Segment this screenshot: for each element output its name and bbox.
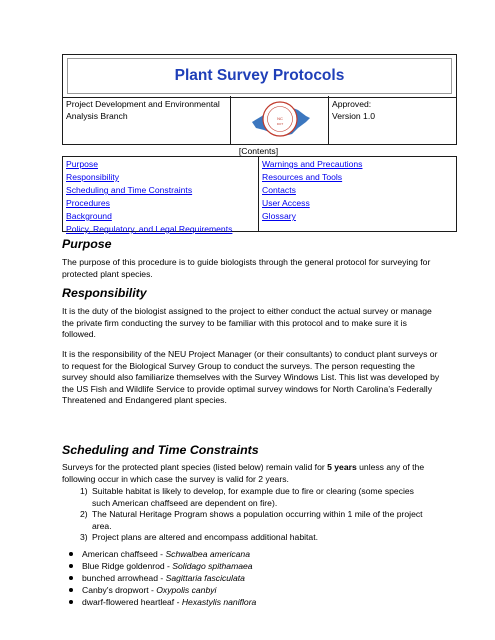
toc-link-contacts[interactable]: Contacts	[262, 185, 296, 195]
contents-label: [Contents]	[238, 146, 279, 156]
species-item: Canby's dropwort - Oxypolis canbyi	[62, 584, 442, 596]
svg-text:NC: NC	[276, 116, 283, 121]
responsibility-paragraph-1: It is the duty of the biologist assigned to the project to either conduct the actual survey or manage the private firm conducting the survey to be familiar with this protocol and to make sure it is followed.	[62, 306, 432, 339]
title-frame	[67, 58, 452, 94]
scheduling-intro: Surveys for the protected plant species (listed below) remain valid for 5 years unless any of the following occur in which case the survey is valid for 2 years.	[62, 462, 425, 484]
svg-text:DOT: DOT	[276, 122, 283, 126]
species-item: Blue Ridge goldenrod - Solidago spithamaea	[62, 560, 442, 572]
condition-item-1: 1) Suitable habitat is likely to develop, for example due to fire or clearing (some species such American chaffseed are dependent on fire).	[80, 486, 414, 508]
species-item: bunched arrowhead - Sagittaria fasciculata	[62, 572, 442, 584]
toc-link-background[interactable]: Background	[66, 211, 112, 221]
approval-status: Approved:	[332, 99, 372, 109]
version-label: Version 1.0	[332, 110, 375, 121]
species-item: dwarf-flowered heartleaf - Hexastylis naniflora	[62, 596, 442, 608]
condition-item-3: 3) Project plans are altered and encompass additional habitat.	[80, 532, 318, 542]
ncdot-seal-icon	[248, 98, 312, 142]
table-of-contents	[62, 156, 457, 232]
toc-link-scheduling[interactable]: Scheduling and Time Constraints	[66, 185, 193, 195]
toc-link-warnings[interactable]: Warnings and Precautions	[262, 159, 363, 169]
validity-period: 5 years	[327, 462, 357, 472]
purpose-heading: Purpose	[62, 237, 112, 251]
toc-link-purpose[interactable]: Purpose	[66, 159, 99, 169]
species-item: American chaffseed - Schwalbea americana	[62, 548, 442, 560]
header-info-table	[62, 96, 457, 145]
toc-link-responsibility[interactable]: Responsibility	[66, 172, 120, 182]
condition-item-2: 2) The Natural Heritage Program shows a population occurring within 1 mile of the project area.	[80, 509, 423, 531]
toc-link-glossary[interactable]: Glossary	[262, 211, 296, 221]
branch-name: Project Development and Environmental Analysis Branch	[63, 96, 231, 144]
toc-link-resources[interactable]: Resources and Tools	[262, 172, 343, 182]
approval-cell	[329, 96, 456, 144]
scheduling-heading: Scheduling and Time Constraints	[62, 443, 259, 457]
toc-link-user-access[interactable]: User Access	[262, 198, 310, 208]
page-title: Plant Survey Protocols	[174, 67, 345, 84]
toc-right-column	[259, 157, 456, 231]
seal-cell	[231, 96, 329, 144]
toc-link-procedures[interactable]: Procedures	[66, 198, 110, 208]
purpose-text: The purpose of this procedure is to guide biologists through the general protocol for surveying for protected plant species.	[62, 257, 431, 279]
responsibility-heading: Responsibility	[62, 286, 147, 300]
protected-species-list	[62, 548, 442, 608]
toc-left-column	[63, 157, 259, 234]
responsibility-paragraph-2: It is the responsibility of the NEU Project Manager (or their consultants) to conduct plant surveys or to request for the Biological Survey Group to conduct the surveys. The person requesting the survey should also familiarize themselves with the Survey Windows List. This list was developed by the US Fish and Wildlife Service to provide optimal survey windows for North Carolina’s Federally Threatened and Endangered plant species.	[62, 349, 440, 405]
toc-link-policy[interactable]: Policy, Regulatory, and Legal Requirements	[66, 224, 233, 234]
title-box	[62, 54, 457, 98]
